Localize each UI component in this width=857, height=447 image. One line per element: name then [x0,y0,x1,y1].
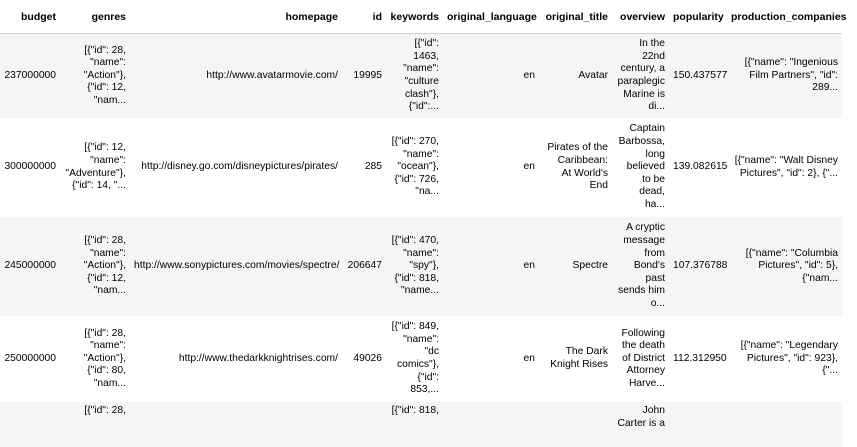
cell-popularity [669,402,727,447]
cell-genres: [{"id": 28, "name": "Action"}, {"id": 12, "nam... [60,34,130,119]
column-header-genres: genres [60,0,130,34]
cell-overview: Captain Barbossa, long believed to be dead, ha... [612,118,669,217]
cell-production-companies: [{"name": "Ingenious Film Partners", "id": 289... [727,34,842,119]
cell-id: 49026 [342,316,386,402]
cell-popularity: 112.312950 [669,316,727,402]
cell-original-title [539,402,612,447]
cell-production-companies: [{"name": "Legendary Pictures", "id": 923}, {"... [727,316,842,402]
cell-popularity: 107.376788 [669,217,727,316]
column-header-keywords: keywords [386,0,443,34]
cell-homepage: http://www.avatarmovie.com/ [130,34,342,119]
cell-homepage: http://disney.go.com/disneypictures/pirates/ [130,118,342,217]
cell-original-language [443,402,539,447]
cell-production-companies: [{"name": "Columbia Pictures", "id": 5}, {"nam... [727,217,842,316]
cell-overview: John Carter is a [612,402,669,447]
cell-budget [0,402,60,447]
cell-genres: [{"id": 12, "name": "Adventure"}, {"id": 14, "... [60,118,130,217]
cell-homepage: http://www.sonypictures.com/movies/spectre/ [130,217,342,316]
column-header-original-title: original_title [539,0,612,34]
cell-keywords: [{"id": 818, [386,402,443,447]
column-header-budget: budget [0,0,60,34]
cell-original-language: en [443,34,539,119]
table-row [0,316,842,402]
cell-production-companies: [{"name": "Walt Disney Pictures", "id": 2}, {"... [727,118,842,217]
column-header-popularity: popularity [669,0,727,34]
cell-keywords: [{"id": 1463, "name": "culture clash"}, {"id":... [386,34,443,119]
cell-original-language: en [443,316,539,402]
cell-genres: [{"id": 28, [60,402,130,447]
cell-budget: 300000000 [0,118,60,217]
cell-budget: 245000000 [0,217,60,316]
column-header-original-language: original_language [443,0,539,34]
cell-original-title: Pirates of the Caribbean: At World's End [539,118,612,217]
cell-id: 206647 [342,217,386,316]
cell-original-title: Avatar [539,34,612,119]
cell-original-title: Spectre [539,217,612,316]
cell-keywords: [{"id": 470, "name": "spy"}, {"id": 818, "name... [386,217,443,316]
column-header-id: id [342,0,386,34]
column-header-homepage: homepage [130,0,342,34]
cell-keywords: [{"id": 270, "name": "ocean"}, {"id": 726, "na... [386,118,443,217]
cell-budget: 250000000 [0,316,60,402]
cell-genres: [{"id": 28, "name": "Action"}, {"id": 12, "nam... [60,217,130,316]
cell-popularity: 150.437577 [669,34,727,119]
cell-overview: A cryptic message from Bond's past sends him o... [612,217,669,316]
cell-overview: In the 22nd century, a paraplegic Marine is di... [612,34,669,119]
cell-genres: [{"id": 28, "name": "Action"}, {"id": 80, "nam... [60,316,130,402]
cell-id [342,402,386,447]
cell-original-language: en [443,118,539,217]
cell-production-companies [727,402,842,447]
header-row [0,0,842,34]
cell-homepage [130,402,342,447]
column-header-overview: overview [612,0,669,34]
cell-keywords: [{"id": 849, "name": "dc comics"}, {"id": 853,... [386,316,443,402]
table-row [0,34,842,119]
table-row [0,217,842,316]
table-row [0,118,842,217]
cell-overview: Following the death of District Attorney Harve... [612,316,669,402]
cell-popularity: 139.082615 [669,118,727,217]
table-row [0,402,842,447]
cell-homepage: http://www.thedarkknightrises.com/ [130,316,342,402]
cell-original-title: The Dark Knight Rises [539,316,612,402]
column-header-production-companies: production_companies [727,0,842,34]
cell-id: 19995 [342,34,386,119]
cell-budget: 237000000 [0,34,60,119]
cell-id: 285 [342,118,386,217]
cell-original-language: en [443,217,539,316]
